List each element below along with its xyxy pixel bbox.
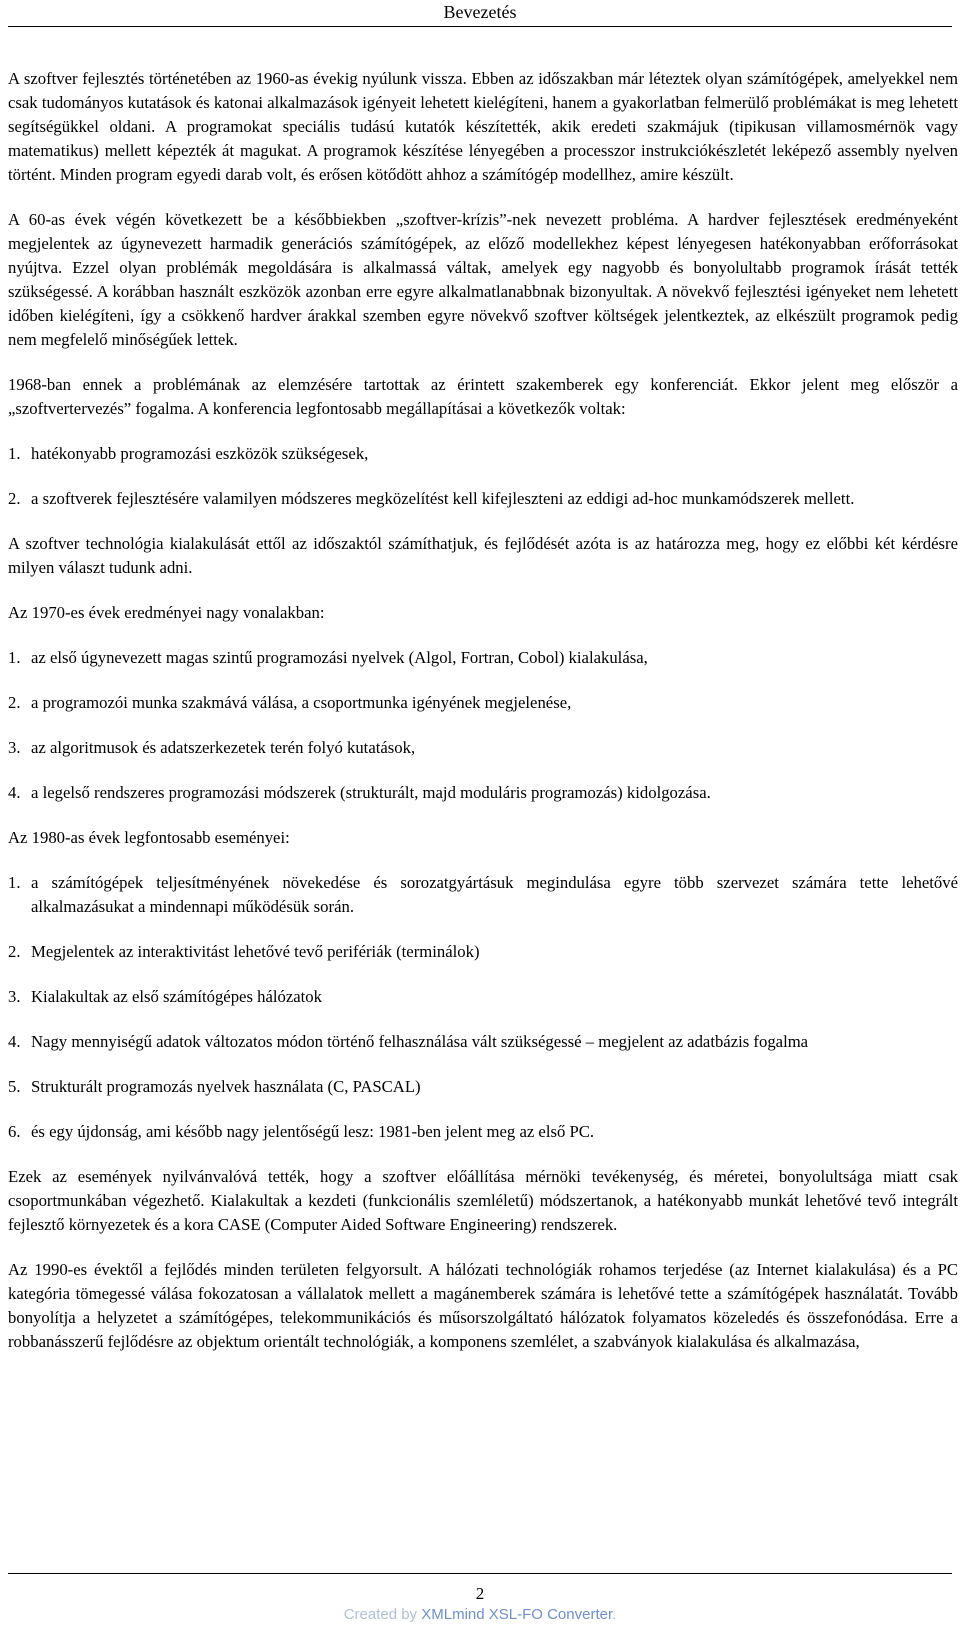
page-number: 2 — [475, 1584, 485, 1603]
list-item — [8, 736, 958, 760]
list-text: Megjelentek az interaktivitást lehetővé tevő perifériák (terminálok) — [31, 942, 480, 961]
list-number: 1. — [8, 444, 21, 463]
list-number: 4. — [8, 1032, 21, 1051]
list-item — [8, 940, 958, 964]
list-number: 2. — [8, 489, 21, 508]
list-item — [8, 1030, 958, 1054]
list-item — [8, 781, 958, 805]
list-number: 1. — [8, 873, 21, 892]
list-item — [8, 487, 958, 511]
list-number: 5. — [8, 1077, 21, 1096]
page-header — [8, 0, 952, 27]
list-item — [8, 646, 958, 670]
paragraph: Az 1980-as évek legfontosabb eseményei: — [8, 828, 290, 847]
list-number: 3. — [8, 987, 21, 1006]
page-footer — [8, 1573, 952, 1624]
list-number: 2. — [8, 942, 21, 961]
list-number: 1. — [8, 648, 21, 667]
list-number: 6. — [8, 1122, 21, 1141]
list-item — [8, 985, 958, 1009]
paragraph: A 60-as évek végén következett be a későbbiekben „szoftver-krízis”-nek nevezett probléma. A hardver fejlesztések eredményeként megjelentek az úgynevezett harmadik generációs számítógépek, az előző modellekhez képest lényegesen hatékonyabban erőforrásokat nyújtva. Ezzel olyan problémák megoldására is alkalmassá váltak, amelyek egy nagyobb és bonyolultabb programok írását tették szükségessé. A korábban használt eszközök azonban erre egyre alkalmatlanabbnak bizonyultak. A növekvő fejlesztési igényeket nem lehetett időben kielégíteni, így a csökkenő hardver árakkal szemben egyre növekvő szoftver költségek jelentkeztek, az elkészült programok pedig nem megfelelő minőségűek lettek. — [8, 210, 958, 349]
paragraph: A szoftver technológia kialakulását ettől az időszaktól számíthatjuk, és fejlődését azóta is az határozza meg, hogy ez előbbi két kérdésre milyen választ tudunk adni. — [8, 534, 958, 577]
list-text: az első úgynevezett magas szintű programozási nyelvek (Algol, Fortran, Cobol) kialakulása, — [31, 648, 648, 667]
paragraph: Az 1990-es évektől a fejlődés minden területen felgyorsult. A hálózati technológiák rohamos terjedése (az Internet kialakulása) és a PC kategória tömegessé válása fokozatosan a vállalatok mellett a magánemberek számára is lehetővé tette a számítógépek használatát. Tovább bonyolítja a helyzetet a számítógépes, telekommunikációs és műsorszolgáltató hálózatok folyamatos közeledés és összefonódása. Erre a robbanásszerű fejlődésre az objektum orientált technológiák, a komponens szemlélet, a szabványok kialakulása és alkalmazása, — [8, 1260, 958, 1351]
list-item — [8, 442, 958, 466]
list-text: az algoritmusok és adatszerkezetek terén folyó kutatások, — [31, 738, 416, 757]
list-item — [8, 871, 958, 919]
list-text: Strukturált programozás nyelvek használata (C, PASCAL) — [31, 1077, 421, 1096]
list-item — [8, 691, 958, 715]
list-text: és egy újdonság, ami később nagy jelentőségű lesz: 1981-ben jelent meg az első PC. — [31, 1122, 595, 1141]
list-text: Nagy mennyiségű adatok változatos módon történő felhasználása vált szükségessé – megjelent az adatbázis fogalma — [31, 1032, 809, 1051]
list-number: 3. — [8, 738, 21, 757]
list-item — [8, 1120, 958, 1144]
watermark-brand: XMLmind XSL-FO Converter — [421, 1606, 613, 1623]
page-title: Bevezetés — [443, 2, 517, 22]
paragraph: A szoftver fejlesztés történetében az 1960-as évekig nyúlunk vissza. Ebben az időszakban már léteztek olyan számítógépek, amelyekkel nem csak tudományos kutatások és katonai alkalmazások igényeit lehetett kielégíteni, hanem a gyakorlatban felmerülő problémákat is meg lehetett segítségükkel oldani. A programokat speciális tudású kutatók készítették, akik eredeti szakmájuk (tipikusan villamosmérnök vagy matematikus) mellett képezték át magukat. A programok készítése lényegében a processzor instrukciókészletét leképező assembly nyelven történt. Minden program egyedi darab volt, és erősen kötődött ahhoz a számítógép modellhez, amire készült. — [8, 69, 958, 184]
list-number: 4. — [8, 783, 21, 802]
list-text: a programozói munka szakmává válása, a csoportmunka igényének megjelenése, — [31, 693, 572, 712]
watermark-suffix: . — [612, 1606, 617, 1623]
list-item — [8, 1075, 958, 1099]
watermark-prefix: Created by — [343, 1606, 422, 1623]
list-text: a számítógépek teljesítményének növekedése és sorozatgyártásuk megindulása egyre több szervezet számára tette lehetővé alkalmazásukat a mindennapi működésük során. — [31, 873, 958, 916]
paragraph: 1968-ban ennek a problémának az elemzésére tartottak az érintett szakemberek egy konferenciát. Ekkor jelent meg először a „szoftvertervezés” fogalma. A konferencia legfontosabb megállapításai a következők voltak: — [8, 375, 958, 418]
list-number: 2. — [8, 693, 21, 712]
list-text: a legelső rendszeres programozási módszerek (strukturált, majd moduláris programozás) kidolgozása. — [31, 783, 711, 802]
watermark — [8, 1606, 952, 1624]
list-text: a szoftverek fejlesztésére valamilyen módszeres megközelítést kell kifejleszteni az eddigi ad-hoc munkamódszerek mellett. — [31, 489, 855, 508]
list-text: hatékonyabb programozási eszközök szükségesek, — [31, 444, 369, 463]
paragraph: Ezek az események nyilvánvalóvá tették, hogy a szoftver előállítása mérnöki tevékenység, és méretei, bonyolultsága miatt csak csoportmunkában végezhető. Kialakultak a kezdeti (funkcionális szemléletű) módszertanok, a hatékonyabb munkát lehetővé tevő integrált fejlesztő környezetek és a kora CASE (Computer Aided Software Engineering) rendszerek. — [8, 1167, 958, 1234]
document-body — [8, 67, 958, 1375]
list-text: Kialakultak az első számítógépes hálózatok — [31, 987, 322, 1006]
paragraph: Az 1970-es évek eredményei nagy vonalakban: — [8, 603, 325, 622]
